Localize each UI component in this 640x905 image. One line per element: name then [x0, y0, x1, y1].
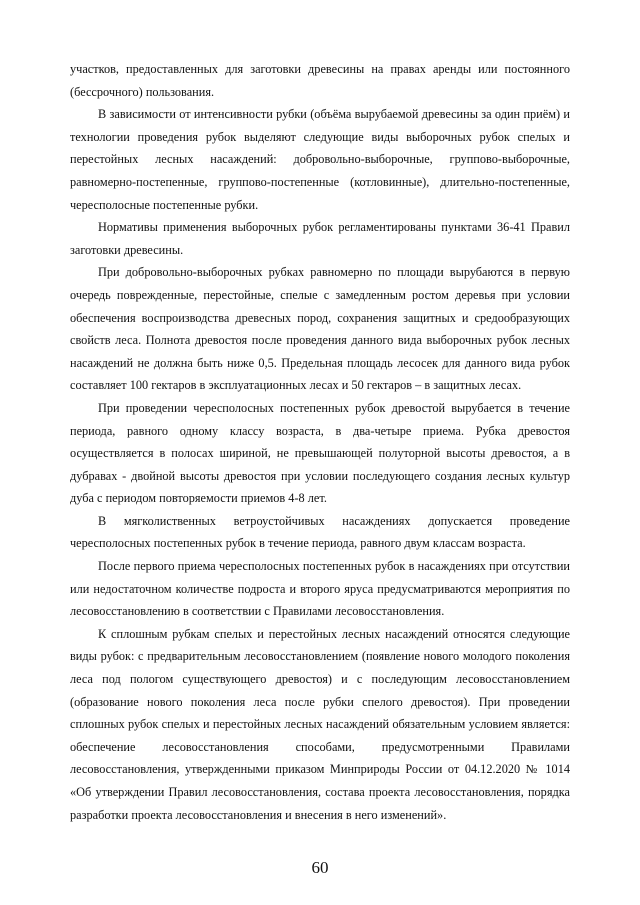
paragraph-continuation: участков, предоставленных для заготовки древесины на правах аренды или постоянного (бессрочного) пользования.: [70, 62, 570, 99]
paragraph-clear-cuts: К сплошным рубкам спелых и перестойных лесных насаждений относятся следующие виды рубок: с предварительным лесовосстановлением (появление нового молодого поколения леса под пологом существующего древостоя) и с последующим лесовосстановлением (образование нового поколения леса после рубки спелого древостоя). При проведении сплошных рубок спелых и перестойных лесных насаждений обязательным условием является: обеспечение лесовосстановления способами, предусмотренными Правилами лесовосстановления, утвержденными приказом Минприроды России от 04.12.2020 № 1014 «Об утверждении Правил лесовосстановления, состава проекта лесовосстановления, порядка разработки проекта лесовосстановления и внесения в него изменений».: [70, 626, 570, 822]
page-number: 60: [311, 858, 329, 877]
paragraph-norms: Нормативы применения выборочных рубок регламентированы пунктами 36-41 Правил заготовки древесины.: [70, 220, 570, 257]
paragraph-voluntary-selective: При добровольно-выборочных рубках равномерно по площади вырубаются в первую очередь поврежденные, перестойные, спелые с замедленным ростом деревья при условии обеспечения воспроизводства древесных пород, сохранения защитных и средообразующих свойств леса. Полнота древостоя после проведения данного вида выборочных рубок лесных насаждений не должна быть ниже 0,5. Предельная площадь лесосек для данного вида рубок составляет 100 гектаров в эксплуатационных лесах и 50 гектаров – в защитных лесах.: [70, 265, 570, 393]
paragraph-strip-gradual: При проведении чересполосных постепенных рубок древостой вырубается в течение периода, равного одному классу возраста, в два-четыре приема. Рубка древостоя осуществляется в полосах шириной, не превышающей полуторной высоты древостоя, а в дубравах - двойной высоты древостоя при условии последующего создания лесных культур дуба с периодом повторяемости приемов 4-8 лет.: [70, 400, 570, 506]
body-text: [70, 58, 570, 826]
paragraph-cut-types: В зависимости от интенсивности рубки (объёма вырубаемой древесины за один приём) и технологии проведения рубок выделяют следующие виды выборочных рубок спелых и перестойных лесных насаждений: добровольно-выборочные, группово-выборочные, равномерно-постепенные, группово-постепенные (котловинные), длительно-постепенные, чересполосные постепенные рубки.: [70, 107, 570, 212]
paragraph-after-first-stage: После первого приема чересполосных постепенных рубок в насаждениях при отсутствии или недостаточном количестве подроста и второго яруса предусматриваются мероприятия по лесовосстановлению в соответствии с Правилами лесовосстановления.: [70, 559, 570, 619]
paragraph-softwood: В мягколиственных ветроустойчивых насаждениях допускается проведение чересполосных постепенных рубок в течение периода, равного двум классам возраста.: [70, 513, 570, 551]
